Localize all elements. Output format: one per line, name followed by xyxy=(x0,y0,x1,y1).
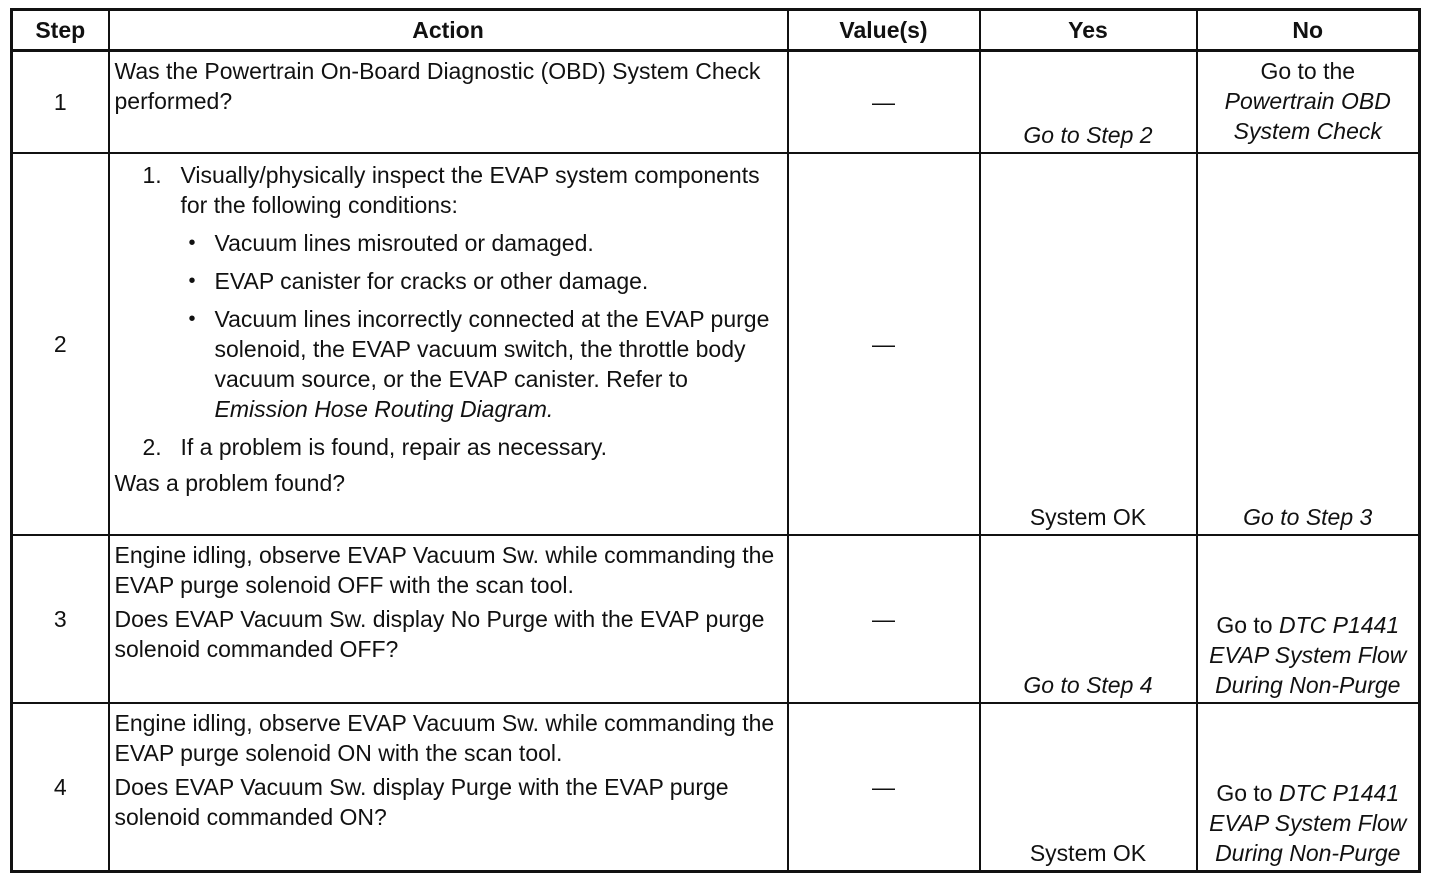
header-row xyxy=(12,10,1420,51)
value-cell: — xyxy=(788,703,980,872)
no-prefix: Go to xyxy=(1216,612,1273,638)
yes-cell xyxy=(980,153,1197,535)
condition-item xyxy=(215,304,781,424)
header-no: No xyxy=(1197,10,1420,51)
table-row-step-3 xyxy=(12,535,1420,703)
table-row-step-1 xyxy=(12,51,1420,154)
no-cell xyxy=(1197,51,1420,154)
header-action: Action xyxy=(109,10,788,51)
no-link[interactable]: DTC P1441 EVAP System Flow During Non-Purge xyxy=(1209,612,1407,698)
step-number: 2 xyxy=(12,153,109,535)
no-link[interactable]: Go to Step 3 xyxy=(1243,504,1373,530)
no-cell xyxy=(1197,535,1420,703)
header-values: Value(s) xyxy=(788,10,980,51)
action-question: Was a problem found? xyxy=(114,470,346,496)
condition-text: Vacuum lines incorrectly connected at the EVAP purge solenoid, the EVAP vacuum switch, the throttle body vacuum source, or the EVAP canister. Refer to xyxy=(214,306,770,392)
value-cell: — xyxy=(788,535,980,703)
action-text xyxy=(109,153,788,535)
yes-link[interactable]: Go to Step 4 xyxy=(1023,672,1153,698)
yes-result: System OK xyxy=(1029,840,1147,866)
procedure-text: If a problem is found, repair as necessary. xyxy=(180,434,608,460)
no-cell xyxy=(1197,153,1420,535)
action-instruction: Engine idling, observe EVAP Vacuum Sw. while commanding the EVAP purge solenoid ON with the scan tool. xyxy=(114,710,775,766)
procedure-text: Visually/physically inspect the EVAP system components for the following conditions: xyxy=(180,162,760,218)
action-text xyxy=(109,51,788,154)
value-cell: — xyxy=(788,153,980,535)
table-row-step-2 xyxy=(12,153,1420,535)
header-yes: Yes xyxy=(980,10,1197,51)
procedure-number: 1. xyxy=(142,162,162,188)
condition-list xyxy=(181,228,781,424)
action-question: Was the Powertrain On-Board Diagnostic (OBD) System Check performed? xyxy=(114,58,761,114)
condition-item: • Vacuum lines misrouted or damaged. xyxy=(215,228,781,258)
step-number: 3 xyxy=(12,535,109,703)
yes-cell xyxy=(980,51,1197,154)
no-link[interactable]: Powertrain OBD System Check xyxy=(1224,88,1391,144)
no-cell xyxy=(1197,703,1420,872)
procedure-number: 2. xyxy=(142,434,162,460)
table-row-step-4 xyxy=(12,703,1420,872)
procedure-list xyxy=(115,160,781,462)
no-prefix: Go to xyxy=(1216,780,1273,806)
action-text xyxy=(109,535,788,703)
yes-link[interactable]: Go to Step 2 xyxy=(1023,122,1153,148)
diagnostic-table xyxy=(10,8,1421,873)
yes-result: System OK xyxy=(1029,504,1147,530)
action-instruction: Engine idling, observe EVAP Vacuum Sw. while commanding the EVAP purge solenoid OFF with the scan tool. xyxy=(114,542,775,598)
hose-routing-link[interactable]: Emission Hose Routing Diagram. xyxy=(214,396,554,422)
header-step: Step xyxy=(12,10,109,51)
no-prefix: Go to the xyxy=(1260,58,1356,84)
procedure-item xyxy=(142,432,781,462)
condition-item: • EVAP canister for cracks or other damage. xyxy=(215,266,781,296)
step-number: 4 xyxy=(12,703,109,872)
no-link[interactable]: DTC P1441 EVAP System Flow During Non-Purge xyxy=(1209,780,1407,866)
action-text xyxy=(109,703,788,872)
procedure-item xyxy=(142,160,781,424)
yes-cell xyxy=(980,703,1197,872)
step-number: 1 xyxy=(12,51,109,154)
action-question: Does EVAP Vacuum Sw. display No Purge with the EVAP purge solenoid commanded OFF? xyxy=(114,606,765,662)
action-question: Does EVAP Vacuum Sw. display Purge with the EVAP purge solenoid commanded ON? xyxy=(114,774,729,830)
value-cell: — xyxy=(788,51,980,154)
yes-cell xyxy=(980,535,1197,703)
